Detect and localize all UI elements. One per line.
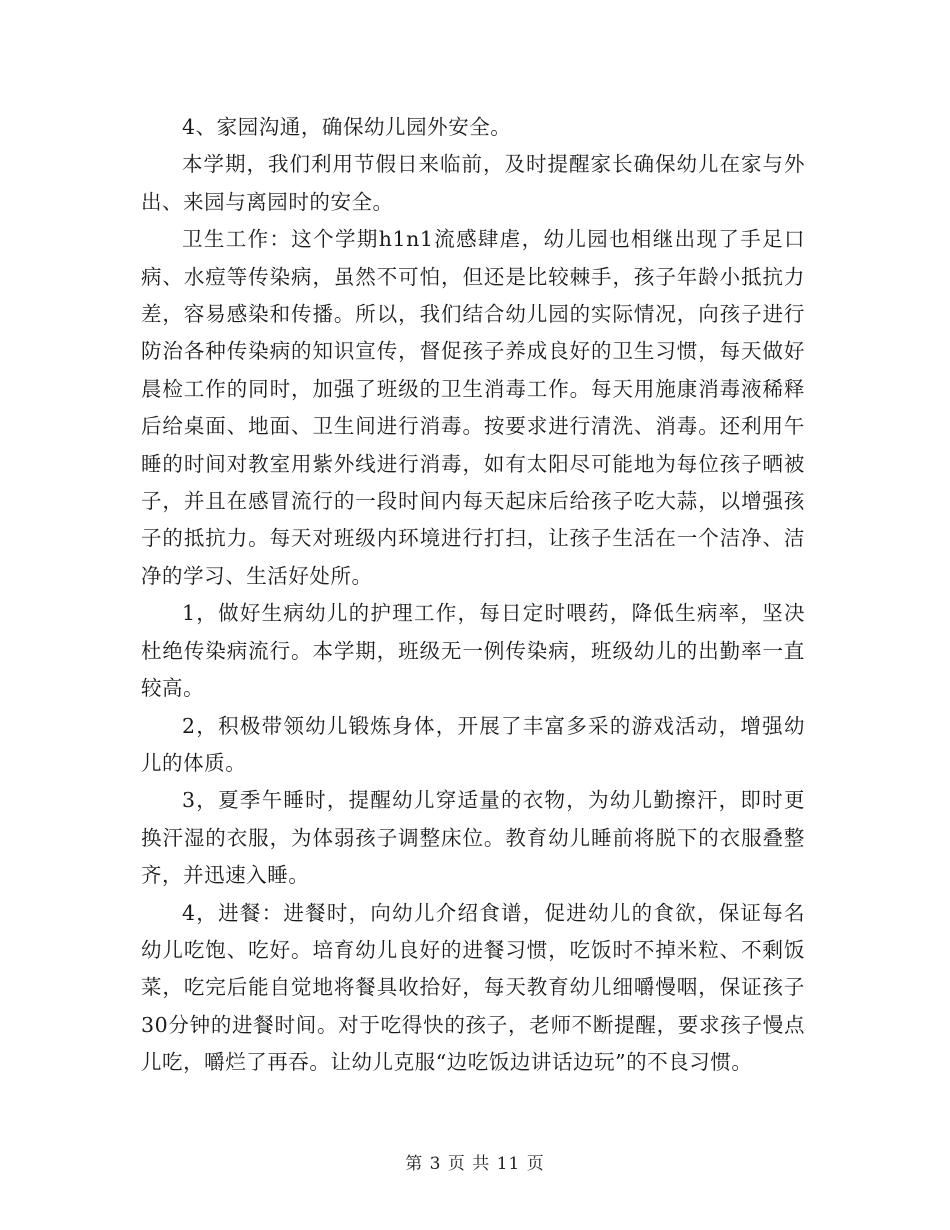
paragraph-hygiene-work: 卫生工作：这个学期h1n1流感肆虐，幼儿园也相继出现了手足口病、水痘等传染病，虽然不可怕，但还是比较棘手，孩子年龄小抵抗力差，容易感染和传播。所以，我们结合幼儿园的实际情况，向孩子进行防治各种传染病的知识宣传，督促孩子养成良好的卫生习惯，每天做好晨检工作的同时，加强了班级的卫生消毒工作。每天用施康消毒液稀释后给桌面、地面、卫生间进行消毒。按要求进行清洗、消毒。还利用午睡的时间对教室用紫外线进行消毒，如有太阳尽可能地为每位孩子晒被子，并且在感冒流行的一段时间内每天起床后给孩子吃大蒜，以增强孩子的抵抗力。每天对班级内环境进行打扫，让孩子生活在一个洁净、洁净的学习、生活好处所。 bbox=[141, 227, 805, 588]
paragraph-holiday-safety: 本学期，我们利用节假日来临前，及时提醒家长确保幼儿在家与外出、来园与离园时的安全。 bbox=[141, 152, 805, 214]
paragraph-exercise: 2，积极带领幼儿锻炼身体，开展了丰富多采的游戏活动，增强幼儿的体质。 bbox=[141, 713, 805, 775]
paragraph-sick-care: 1，做好生病幼儿的护理工作，每日定时喂药，降低生病率，坚决杜绝传染病流行。本学期，班级无一例传染病，班级幼儿的出勤率一直较高。 bbox=[141, 601, 805, 701]
document-body bbox=[141, 109, 805, 1082]
paragraph-nap-care: 3，夏季午睡时，提醒幼儿穿适量的衣物，为幼儿勤擦汗，即时更换汗湿的衣服，为体弱孩子调整床位。教育幼儿睡前将脱下的衣服叠整齐，并迅速入睡。 bbox=[141, 788, 805, 888]
paragraph-home-school-communication: 4、家园沟通，确保幼儿园外安全。 bbox=[182, 115, 512, 139]
paragraph-meals: 4，进餐：进餐时，向幼儿介绍食谱，促进幼儿的食欲，保证每名幼儿吃饱、吃好。培育幼儿良好的进餐习惯，吃饭时不掉米粒、不剩饭菜，吃完后能自觉地将餐具收拾好，每天教育幼儿细嚼慢咽，保证孩子30分钟的进餐时间。对于吃得快的孩子，老师不断提醒，要求孩子慢点儿吃，嚼烂了再吞。让幼儿克服“边吃饭边讲话边玩”的不良习惯。 bbox=[141, 900, 805, 1075]
page-number-footer: 第 3 页 共 11 页 bbox=[405, 1154, 545, 1174]
